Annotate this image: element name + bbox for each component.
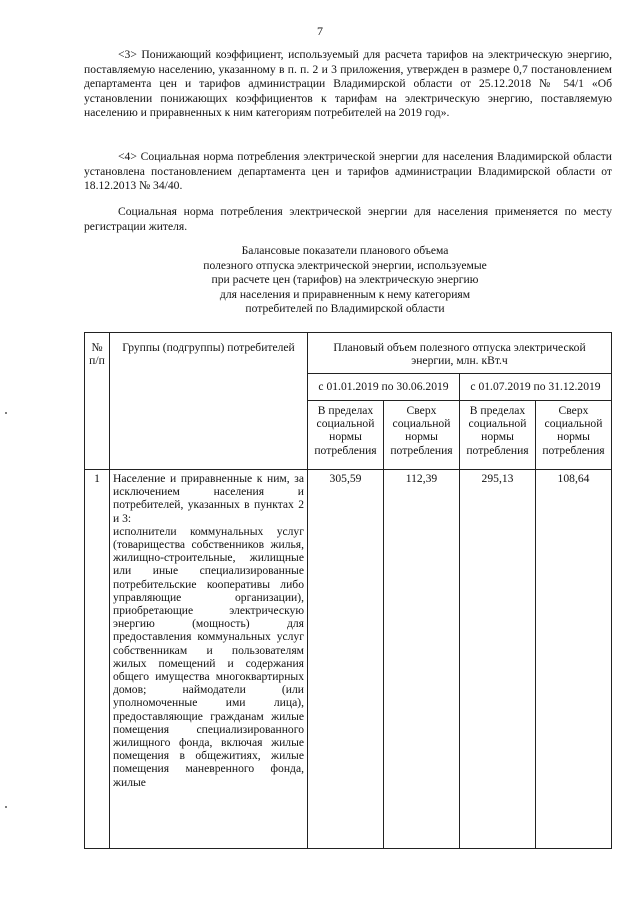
value-period2-within-norm: 295,13 bbox=[460, 470, 536, 849]
value-period2-above-norm: 108,64 bbox=[536, 470, 612, 849]
row-group-description bbox=[110, 470, 308, 849]
header-above-norm-2: Сверх социальной нормы потребления bbox=[536, 401, 612, 470]
header-period-2: с 01.07.2019 по 31.12.2019 bbox=[460, 374, 612, 401]
header-within-norm-2: В пределах социальной нормы потребления bbox=[460, 401, 536, 470]
table-title bbox=[120, 244, 570, 317]
value-period1-within-norm: 305,59 bbox=[308, 470, 384, 849]
table-title-line: при расчете цен (тарифов) на электрическую энергию bbox=[211, 273, 479, 287]
balance-indicators-table bbox=[84, 332, 612, 849]
header-period-1: с 01.01.2019 по 30.06.2019 bbox=[308, 374, 460, 401]
value-period1-above-norm: 112,39 bbox=[384, 470, 460, 849]
scan-dot bbox=[5, 806, 7, 808]
footnote-4-paragraph: <4> Социальная норма потребления электрической энергии для населения Владимирской области установлена постановлением департамента цен и тарифов администрации Владимирской области от 18.12.2013 № 34/40. bbox=[84, 150, 612, 193]
header-above-norm-1: Сверх социальной нормы потребления bbox=[384, 401, 460, 470]
row-group-body: исполнители коммунальных услуг (товарищества собственников жилья, жилищно-строительные, жилищные или иные специализированные потребительские кооперативы либо управляющие организации), приобретающие электрическую энергию (мощность) для предоставления коммунальных услуг собственникам и пользователям жилых помещений и содержания общего имущества многоквартирных домов; наймодатели (или уполномоченные ими лица), предоставляющие гражданам жилые помещения специализированного жилищного фонда, включая жилые помещения в общежитиях, жилые помещения маневренного фонда, жилые bbox=[113, 524, 304, 789]
page-number: 7 bbox=[317, 24, 323, 38]
table-title-line: Балансовые показатели планового объема bbox=[241, 244, 449, 257]
social-norm-note-paragraph: Социальная норма потребления электрической энергии для населения применяется по месту регистрации жителя. bbox=[84, 205, 612, 233]
footnote-3-paragraph: <3> Понижающий коэффициент, используемый для расчета тарифов на электрическую энергию, поставляемую населению, указанному в п. п. 2 и 3 приложения, утвержден в размере 0,7 постановлением департамента цен и тарифов администрации Владимирской области от 25.12.2018 № 54/1 «Об установлении понижающих коэффициентов к тарифам на электрическую энергию, поставляемую населению и приравненных к ним категориям потребителей на 2019 год». bbox=[84, 48, 612, 120]
scan-dot bbox=[5, 412, 7, 414]
header-planned-volume: Плановый объем полезного отпуска электрической энергии, млн. кВт.ч bbox=[308, 333, 612, 374]
table-title-line: полезного отпуска электрической энергии, используемые bbox=[203, 258, 487, 272]
table-row bbox=[85, 470, 612, 849]
table-title-line: потребителей по Владимирской области bbox=[245, 302, 445, 316]
margin-mark bbox=[4, 412, 8, 420]
row-group-intro: Население и приравненные к ним, за исключением населения и потребителей, указанных в пунктах 2 и 3: bbox=[113, 472, 304, 525]
row-number: 1 bbox=[85, 470, 110, 849]
header-consumer-groups: Группы (подгруппы) потребителей bbox=[110, 333, 308, 470]
header-number: № п/п bbox=[85, 333, 110, 470]
table-title-line: для населения и приравненным к нему категориям bbox=[219, 287, 471, 301]
margin-mark bbox=[4, 806, 8, 814]
header-within-norm-1: В пределах социальной нормы потребления bbox=[308, 401, 384, 470]
